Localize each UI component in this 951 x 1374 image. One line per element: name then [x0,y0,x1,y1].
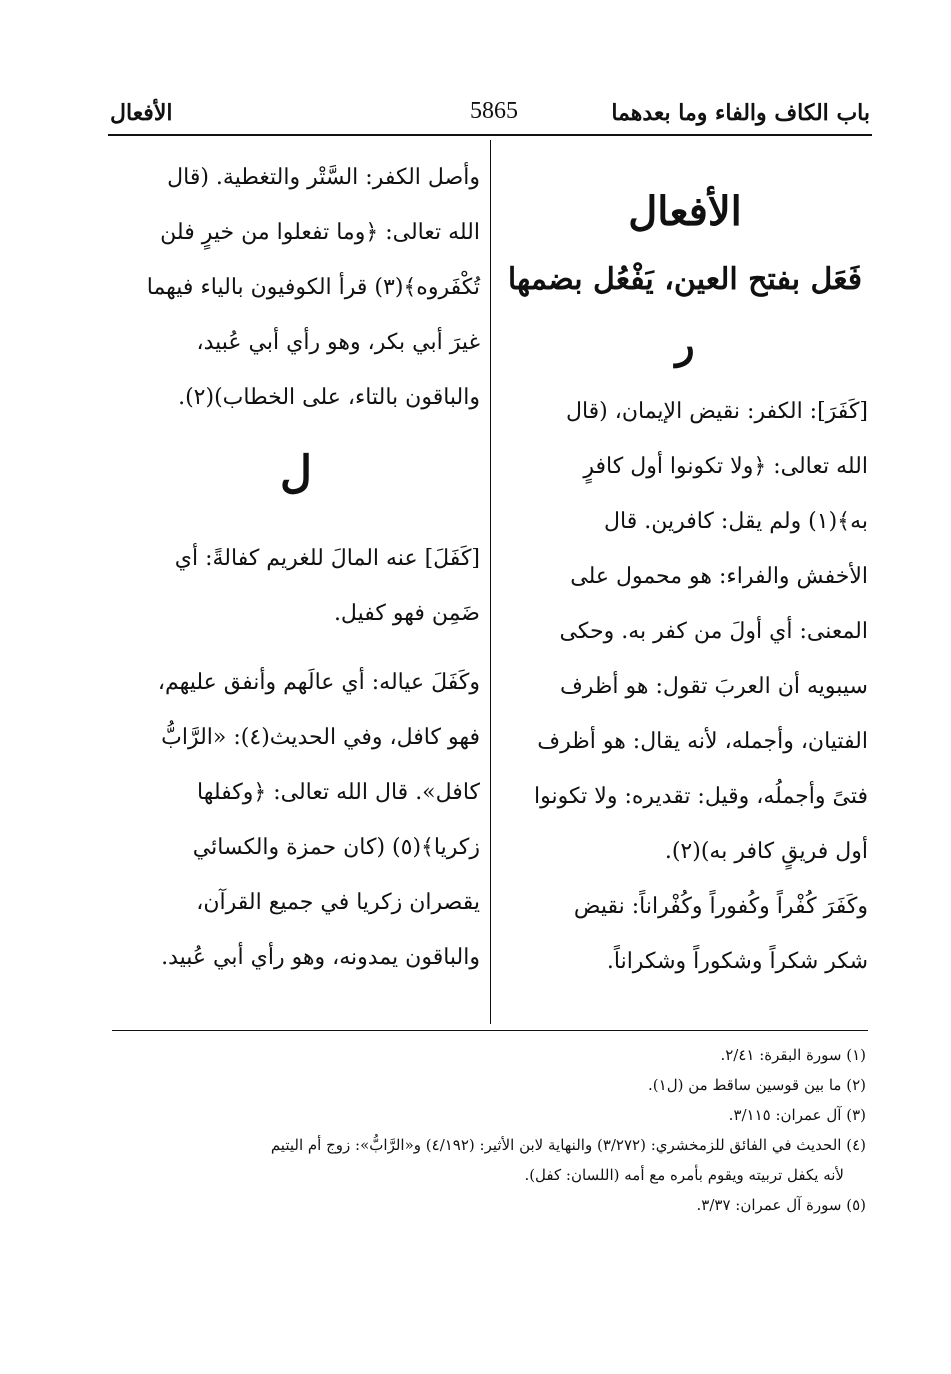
footnote: (١) سورة البقرة: ٢/٤١. [720,1046,866,1064]
letter-heading-ra: ر [675,321,695,368]
main-heading: الأفعال [628,188,742,235]
footnote: (٤) الحديث في الفائق للزمخشري: (٣/٢٧٢) والنهاية لابن الأثير: (٤/١٩٢) و«الرَّابُّ»: زوج أم اليتيم [270,1136,866,1154]
letter-heading-lam: ل [280,447,312,498]
right-column [502,150,868,989]
text-line: به﴾(١) ولم يقل: كافرين. قال [604,509,868,534]
text-line: الله تعالى: ﴿ولا تكونوا أول كافرٍ [583,454,868,479]
footnote-rule [112,1030,868,1031]
page-number: 5865 [470,98,518,124]
text-line: المعنى: أي أولَ من كفر به. وحكى [559,619,868,644]
sub-heading: فَعَل بفتح العين، يَفْعُل بضمها [507,262,863,297]
text-line: الفتيان، وأجمله، لأنه يقال: هو أظرف [537,729,868,754]
text-line: غيرَ أبي بكر، وهو رأي أبي عُبيد، [196,330,480,355]
column-divider [490,140,491,1024]
footnote-continuation: لأنه يكفل تربيته ويقوم بأمره مع أمه (اللسان: كفل). [524,1166,844,1184]
text-line: والباقون بالتاء، على الخطاب)(٢). [178,385,480,410]
section-title: الأفعال [110,100,173,126]
text-line: زكريا﴾(٥) (كان حمزة والكسائي [192,835,480,860]
text-line: الأخفش والفراء: هو محمول على [570,564,868,589]
text-line: وأصل الكفر: السَّتْر والتغطية. (قال [167,165,480,190]
text-line: وكَفَلَ عياله: أي عالَهم وأنفق عليهم، [157,670,480,695]
footnote: (٢) ما بين قوسين ساقط من (ل١). [648,1076,866,1094]
left-column [112,150,480,985]
footnotes [112,1040,866,1220]
text-line: ضَمِن فهو كفيل. [333,601,480,626]
chapter-title: باب الكاف والفاء وما بعدهما [611,100,870,126]
text-line: شكر شكراً وشكوراً وشكراناً. [606,949,868,974]
header-rule [108,134,872,136]
text-line: وكَفَرَ كُفْراً وكُفوراً وكُفْراناً: نقيض [573,894,868,919]
text-line: سيبويه أن العربَ تقول: هو أظرف [559,674,868,699]
paragraph-gap [112,641,480,655]
footnote: (٣) آل عمران: ٣/١١٥. [728,1106,866,1124]
text-line: [كَفَرَ]: الكفر: نقيض الإيمان، (قال [565,399,868,424]
text-line: تُكْفَروه﴾(٣) قرأ الكوفيون بالياء فيهما [146,275,480,300]
text-line: فهو كافل، وفي الحديث(٤): «الرَّابُّ [161,725,480,750]
text-line: [كَفَلَ] عنه المالَ للغريم كفالةً: أي [174,546,480,571]
running-header [110,96,870,132]
footnote: (٥) سورة آل عمران: ٣/٣٧. [696,1196,866,1214]
text-line: الله تعالى: ﴿وما تفعلوا من خيرٍ فلن [160,220,480,245]
text-line: والباقون يمدونه، وهو رأي أبي عُبيد. [161,945,480,970]
text-line: أول فريقٍ كافر به)(٢). [664,839,868,864]
text-line: يقصران زكريا في جميع القرآن، [196,890,480,915]
text-line: فتىً وأجملُه، وقيل: تقديره: ولا تكونوا [534,784,868,809]
text-line: كافل». قال الله تعالى: ﴿وكفلها [196,780,480,805]
